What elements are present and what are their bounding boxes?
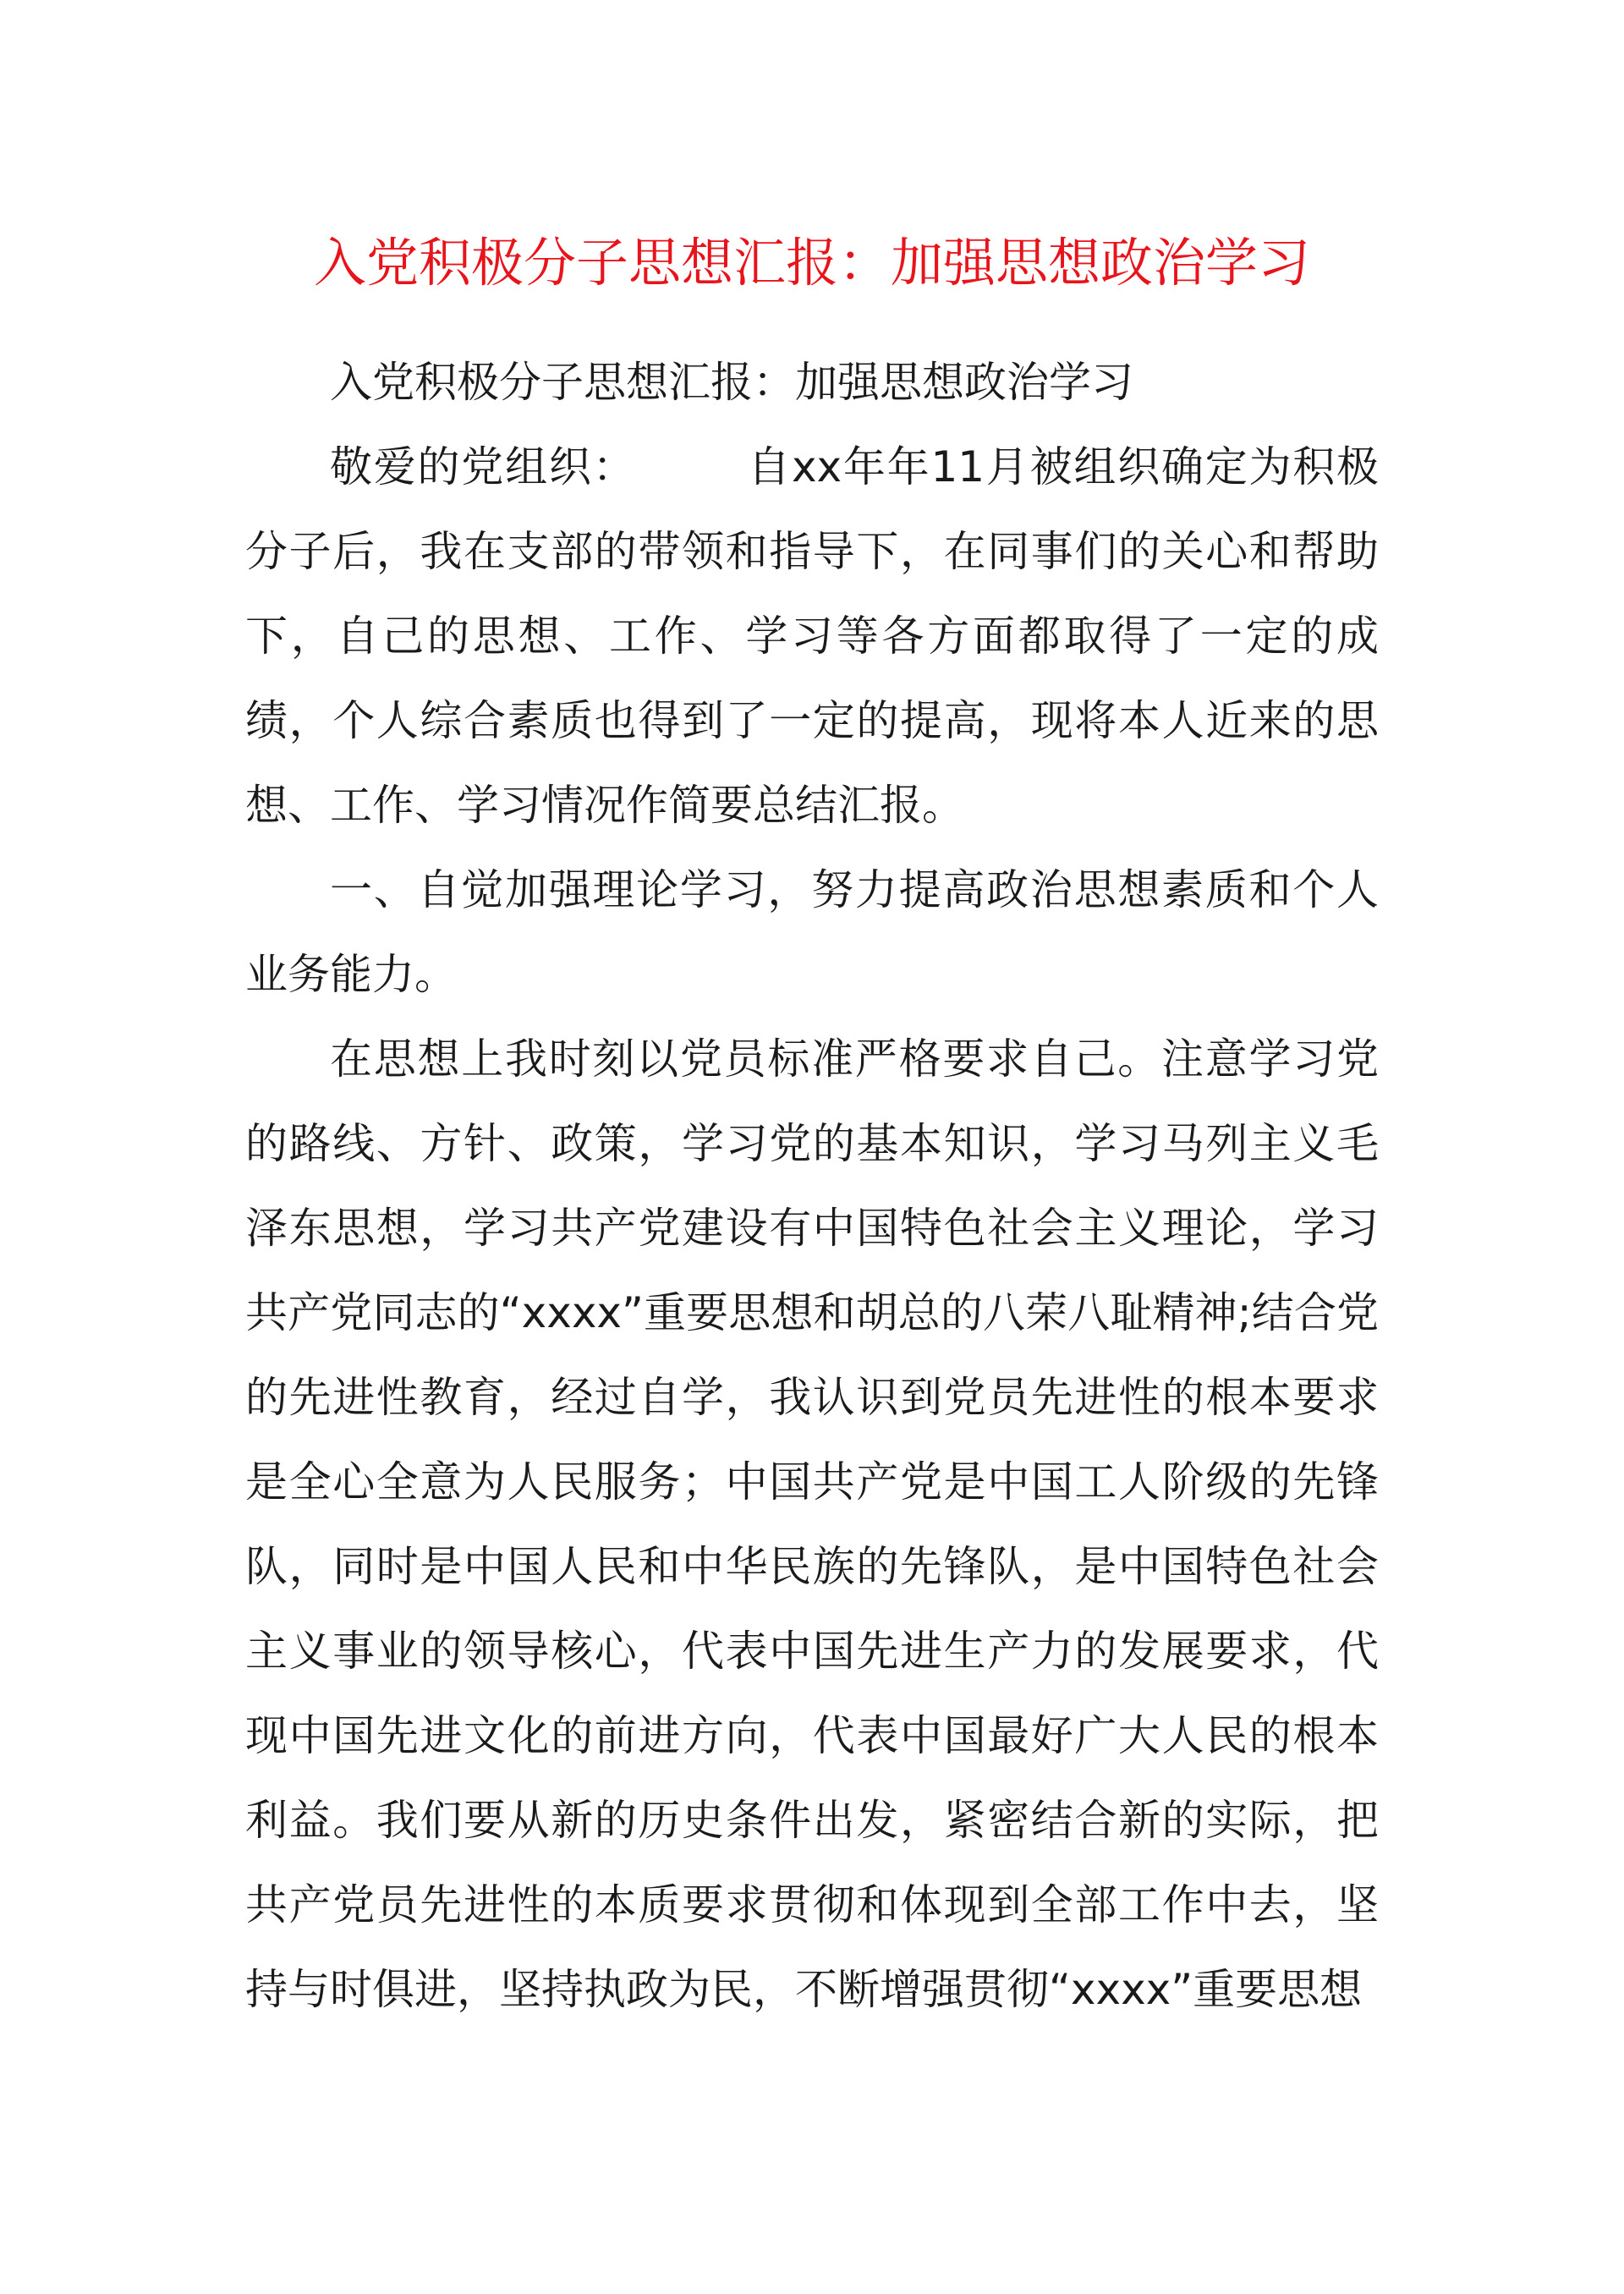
document-subtitle: 入党积极分子思想汇报：加强思想政治学习 (330, 358, 1133, 407)
salutation: 敬爱的党组织： (330, 442, 637, 491)
salutation-paragraph (245, 425, 1379, 848)
section-1-body: 在思想上我时刻以党员标准严格要求自己。注意学习党的路线、方针、政策，学习党的基本知识，学习马列主义毛泽东思想，学习共产党建设有中国特色社会主义理论，学习共产党同志的“xxxx”重要思想和胡总的八荣八耻精神;结合党的先进性教育，经过自学，我认识到党员先进性的根本要求是全心全意为人民服务；中国共产党是中国工人阶级的先锋队，同时是中国人民和中华民族的先锋队，是中国特色社会主义事业的领导核心，代表中国先进生产力的发展要求，代现中国先进文化的前进方向，代表中国最好广大人民的根本利益。我们要从新的历史条件出发，紧密结合新的实际，把共产党员先进性的本质要求贯彻和体现到全部工作中去，坚持与时俱进，坚持执政为民，不断增强贯彻“xxxx”重要思想 (245, 1034, 1379, 2014)
intro-text: 自xx年年11月被组织确定为积极分子后，我在支部的带领和指导下，在同事们的关心和帮助下，自己的思想、工作、学习等各方面都取得了一定的成绩，个人综合素质也得到了一定的提高，现将本人近来的思想、工作、学习情况作简要总结汇报。 (245, 442, 1380, 830)
section-1-heading: 一、自觉加强理论学习，努力提高政治思想素质和个人业务能力。 (245, 865, 1379, 999)
document-title: 入党积极分子思想汇报：加强思想政治学习 (313, 232, 1310, 294)
document-body (245, 222, 1379, 2032)
